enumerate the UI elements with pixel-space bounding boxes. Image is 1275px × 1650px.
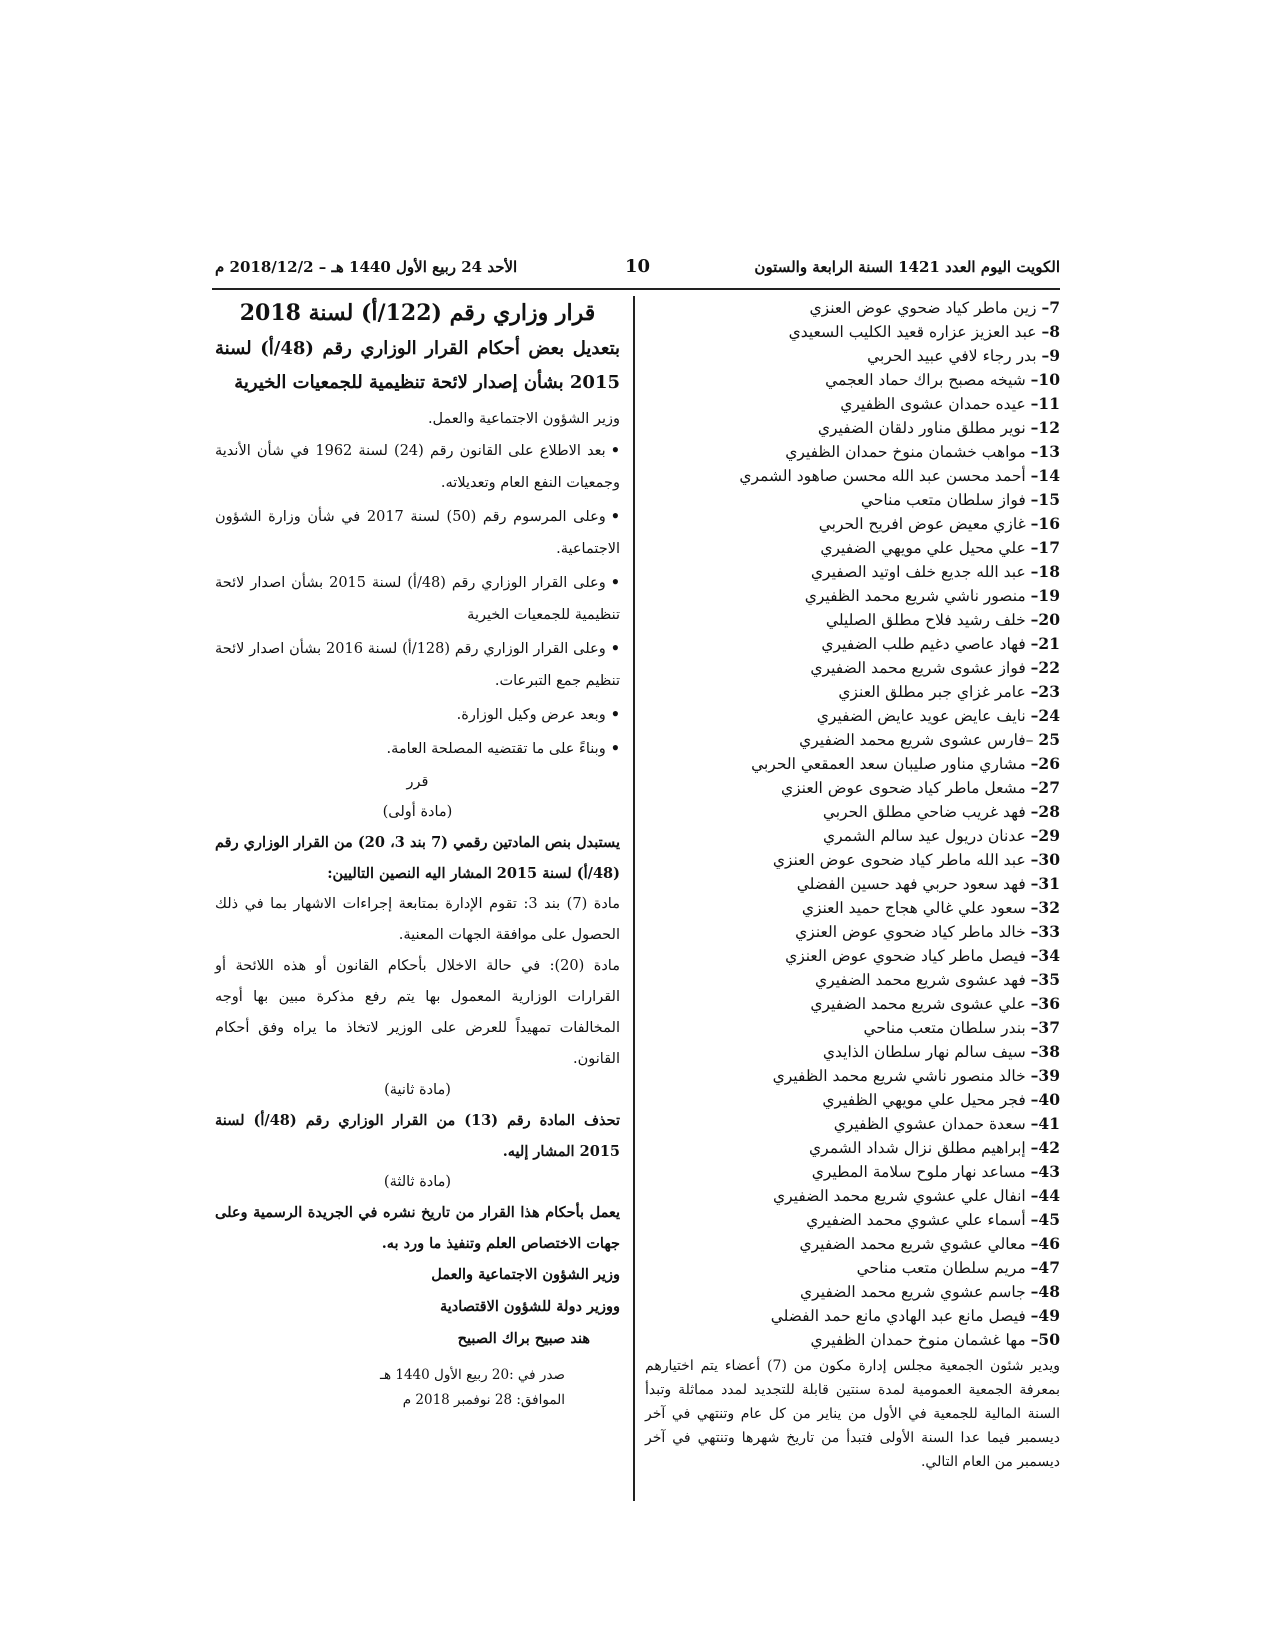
member-name: فيصل مانع عبد الهادي مانع حمد الفضلي xyxy=(770,1307,1026,1325)
member-name: فواز سلطان متعب مناحي xyxy=(860,491,1026,509)
member-number: 50– xyxy=(1030,1330,1060,1349)
member-name: أسماء علي عشوي محمد الضفيري xyxy=(806,1211,1026,1229)
member-number: 17– xyxy=(1030,538,1060,557)
member-name: مساعد نهار ملوح سلامة المطيري xyxy=(811,1163,1026,1181)
member-item xyxy=(645,584,1060,608)
member-item xyxy=(645,1136,1060,1160)
member-number: 15– xyxy=(1030,490,1060,509)
member-name: أحمد محسن عبد الله محسن صاهود الشمري xyxy=(739,467,1026,485)
member-item xyxy=(645,1232,1060,1256)
member-item xyxy=(645,1184,1060,1208)
article1-heading: (مادة أولى) xyxy=(382,804,453,820)
member-item xyxy=(645,992,1060,1016)
member-name: عامر غزاي جبر مطلق العنزي xyxy=(838,683,1026,701)
member-name: بدر رجاء لافي عبيد الحربي xyxy=(867,347,1037,365)
article1-clause-b: مادة (20): في حالة الاخلال بأحكام القانون أو هذه اللائحة أو القرارات الوزارية المعمول بها يتم رفع مذكرة مبين بها أوجه المخالفات تمهيداً للعرض على الوزير لاتخاذ ما يراه وفق أحكام القانون. xyxy=(215,958,620,1067)
member-item xyxy=(645,416,1060,440)
signature-title-2: ووزير دولة للشؤون الاقتصادية xyxy=(440,1298,620,1315)
member-name: فيصل ماطر كياد ضحوي عوض العنزي xyxy=(785,947,1026,965)
member-item xyxy=(645,728,1060,752)
member-number: 39– xyxy=(1030,1066,1060,1085)
member-number: 25 xyxy=(1038,730,1060,749)
member-number: 33– xyxy=(1030,922,1060,941)
member-name: زين ماطر كياد ضحوي عوض العنزي xyxy=(809,299,1037,317)
member-number: 23– xyxy=(1030,682,1060,701)
preamble-item: •بعد الاطلاع على القانون رقم (24) لسنة 1962 في شأن الأندية وجمعيات النفع العام وتعديلاته. xyxy=(215,442,620,491)
decided-heading: قرر xyxy=(406,774,429,790)
article1-clause-a: مادة (7) بند 3: تقوم الإدارة بمتابعة إجراءات الاشهار بما في ذلك الحصول على موافقة الجهات المعنية. xyxy=(215,896,620,943)
header-issue: الكويت اليوم العدد 1421 السنة الرابعة والستون xyxy=(754,258,1060,276)
member-name: مشاري مناور صليبان سعد العمقعي الحربي xyxy=(751,755,1026,773)
member-number: 38– xyxy=(1030,1042,1060,1061)
member-item xyxy=(645,776,1060,800)
corresponding-date: الموافق: 28 نوفمبر 2018 م xyxy=(402,1392,565,1408)
member-item xyxy=(645,680,1060,704)
member-name: فهد عشوى شريع محمد الضفيري xyxy=(814,971,1026,989)
minister-line: وزير الشؤون الاجتماعية والعمل. xyxy=(427,411,620,427)
page-header xyxy=(215,258,1060,284)
bullet-icon: • xyxy=(610,442,620,459)
members-list xyxy=(645,296,1060,1352)
preamble-item: •وبناءً على ما تقتضيه المصلحة العامة. xyxy=(386,740,620,757)
member-item xyxy=(645,1016,1060,1040)
member-item xyxy=(645,464,1060,488)
member-item xyxy=(645,632,1060,656)
member-item xyxy=(645,1208,1060,1232)
page-number: 10 xyxy=(625,256,651,277)
board-paragraph: ويدير شئون الجمعية مجلس إدارة مكون من (7) أعضاء يتم اختيارهم بمعرفة الجمعية العمومية لمدة سنتين قابلة للتجديد لمدد مماثلة وتبدأ السنة المالية للجمعية في الأول من يناير من كل عام وتنتهي في آخر ديسمبر فيما عدا السنة الأولى فتبدأ من تاريخ شهرها وتنتهي في آخر ديسمبر من العام التالي. xyxy=(645,1358,1060,1470)
member-name: عيده حمدان عشوى الظفيري xyxy=(840,395,1026,413)
member-name: –فارس عشوى شريع محمد الضفيري xyxy=(799,731,1034,749)
member-name: مواهب خشمان منوخ حمدان الظفيري xyxy=(785,443,1026,461)
member-item xyxy=(645,1328,1060,1352)
member-number: 13– xyxy=(1030,442,1060,461)
member-number: 34– xyxy=(1030,946,1060,965)
member-number: 16– xyxy=(1030,514,1060,533)
member-number: 27– xyxy=(1030,778,1060,797)
member-number: 21– xyxy=(1030,634,1060,653)
member-item xyxy=(645,440,1060,464)
member-name: معالي عشوي شريع محمد الضفيري xyxy=(799,1235,1026,1253)
member-item xyxy=(645,1304,1060,1328)
member-item xyxy=(645,608,1060,632)
decision-column xyxy=(215,300,620,1413)
member-name: فهد غريب ضاحي مطلق الحربي xyxy=(822,803,1026,821)
member-item xyxy=(645,968,1060,992)
member-name: منصور ناشي شريع محمد الظفيري xyxy=(804,587,1026,605)
member-number: 26– xyxy=(1030,754,1060,773)
article1-text: يستبدل بنص المادتين رقمي (7 بند 3، 20) من القرار الوزاري رقم (48/أ) لسنة 2015 المشار اليه النصين التاليين: xyxy=(215,834,621,882)
member-name: عدنان دريول عيد سالم الشمري xyxy=(822,827,1026,845)
member-name: عبد العزيز عزاره قعيد الكليب السعيدي xyxy=(788,323,1037,341)
signatory-name: هند صبيح براك الصبيح xyxy=(457,1330,590,1347)
member-name: غازي معيض عوض افريح الحربي xyxy=(818,515,1026,533)
member-number: 12– xyxy=(1030,418,1060,437)
member-number: 19– xyxy=(1030,586,1060,605)
member-name: سيف سالم نهار سلطان الذايدي xyxy=(822,1043,1026,1061)
member-name: خلف رشيد فلاح مطلق الصليلي xyxy=(825,611,1026,629)
member-item xyxy=(645,848,1060,872)
member-name: نايف عايض عويد عايض الضفيري xyxy=(816,707,1026,725)
member-number: 29– xyxy=(1030,826,1060,845)
member-item xyxy=(645,392,1060,416)
member-item xyxy=(645,1064,1060,1088)
member-number: 14– xyxy=(1030,466,1060,485)
decision-subtitle: بتعديل بعض أحكام القرار الوزاري رقم (48/أ) لسنة 2015 بشأن إصدار لائحة تنظيمية للجمعيات الخيرية xyxy=(215,338,621,393)
member-name: علي محيل علي مويهي الضفيري xyxy=(820,539,1026,557)
member-item xyxy=(645,1088,1060,1112)
member-number: 46– xyxy=(1030,1234,1060,1253)
member-number: 30– xyxy=(1030,850,1060,869)
member-number: 42– xyxy=(1030,1138,1060,1157)
article2-text: تحذف المادة رقم (13) من القرار الوزاري رقم (48/أ) لسنة 2015 المشار إليه. xyxy=(215,1112,620,1160)
preamble-item: •وعلى القرار الوزاري رقم (48/أ) لسنة 2015 بشأن اصدار لائحة تنظيمية للجمعيات الخيرية xyxy=(215,574,620,623)
member-item xyxy=(645,1040,1060,1064)
member-number: 41– xyxy=(1030,1114,1060,1133)
member-number: 7– xyxy=(1041,298,1060,317)
member-name: فواز عشوى شريع محمد الضفيري xyxy=(810,659,1026,677)
preamble-item: •وعلى المرسوم رقم (50) لسنة 2017 في شأن وزارة الشؤون الاجتماعية. xyxy=(215,508,621,557)
member-item xyxy=(645,512,1060,536)
bullet-icon: • xyxy=(610,706,620,723)
member-name: خالد ماطر كياد ضحوي عوض العنزي xyxy=(795,923,1026,941)
member-name: شيخه مصبح براك حماد العجمي xyxy=(825,371,1026,389)
member-number: 9– xyxy=(1041,346,1060,365)
article2-heading: (مادة ثانية) xyxy=(384,1082,451,1098)
member-name: خالد منصور ناشي شريع محمد الظفيري xyxy=(772,1067,1026,1085)
preamble-list xyxy=(215,435,620,765)
member-number: 11– xyxy=(1030,394,1060,413)
issue-dates xyxy=(215,1363,565,1413)
member-name: مها غشمان منوخ حمدان الظفيري xyxy=(810,1331,1026,1349)
member-number: 22– xyxy=(1030,658,1060,677)
member-item xyxy=(645,800,1060,824)
member-item xyxy=(645,944,1060,968)
member-name: عبد الله ماطر كياد ضحوى عوض العنزي xyxy=(772,851,1026,869)
member-name: مريم سلطان متعب مناحي xyxy=(856,1259,1026,1277)
member-item xyxy=(645,1160,1060,1184)
member-number: 40– xyxy=(1030,1090,1060,1109)
member-number: 10– xyxy=(1030,370,1060,389)
member-number: 48– xyxy=(1030,1282,1060,1301)
member-number: 31– xyxy=(1030,874,1060,893)
bullet-icon: • xyxy=(610,508,621,525)
header-date: الأحد 24 ربيع الأول 1440 هـ – 2018/12/2 م xyxy=(215,258,518,276)
member-number: 32– xyxy=(1030,898,1060,917)
bullet-icon: • xyxy=(610,640,620,657)
member-name: إبراهيم مطلق نزال شداد الشمري xyxy=(809,1139,1026,1157)
member-number: 43– xyxy=(1030,1162,1060,1181)
member-item xyxy=(645,1280,1060,1304)
member-name: جاسم عشوي شريع محمد الضفيري xyxy=(800,1283,1026,1301)
column-divider xyxy=(633,296,635,1501)
member-number: 37– xyxy=(1030,1018,1060,1037)
member-name: سعود علي غالي هجاج حميد العنزي xyxy=(801,899,1026,917)
member-name: نوير مطلق مناور دلقان الضفيري xyxy=(817,419,1026,437)
member-item xyxy=(645,320,1060,344)
preamble-item: •وعلى القرار الوزاري رقم (128/أ) لسنة 2016 بشأن اصدار لائحة تنظيم جمع التبرعات. xyxy=(215,640,620,689)
decision-title: قرار وزاري رقم (122/أ) لسنة 2018 xyxy=(239,300,596,326)
member-number: 35– xyxy=(1030,970,1060,989)
article3-heading: (مادة ثالثة) xyxy=(383,1174,452,1190)
member-name: فجر محيل علي مويهي الظفيري xyxy=(822,1091,1026,1109)
member-number: 44– xyxy=(1030,1186,1060,1205)
member-number: 45– xyxy=(1030,1210,1060,1229)
member-number: 49– xyxy=(1030,1306,1060,1325)
member-item xyxy=(645,896,1060,920)
member-number: 28– xyxy=(1030,802,1060,821)
member-item xyxy=(645,296,1060,320)
member-number: 8– xyxy=(1041,322,1060,341)
member-item xyxy=(645,344,1060,368)
member-item xyxy=(645,824,1060,848)
member-item xyxy=(645,704,1060,728)
bullet-icon: • xyxy=(610,740,620,757)
member-number: 20– xyxy=(1030,610,1060,629)
member-name: بندر سلطان متعب مناحي xyxy=(863,1019,1026,1037)
member-item xyxy=(645,656,1060,680)
member-item xyxy=(645,488,1060,512)
member-name: عبد الله جديع خلف اوتيد الصفيري xyxy=(810,563,1026,581)
member-item xyxy=(645,1256,1060,1280)
member-number: 36– xyxy=(1030,994,1060,1013)
header-rule xyxy=(212,288,1060,290)
member-item xyxy=(645,920,1060,944)
member-number: 47– xyxy=(1030,1258,1060,1277)
member-item xyxy=(645,560,1060,584)
member-name: فهاد عاصي دغيم طلب الضفيري xyxy=(821,635,1026,653)
member-item xyxy=(645,872,1060,896)
member-item xyxy=(645,368,1060,392)
member-item xyxy=(645,1112,1060,1136)
article3-text: يعمل بأحكام هذا القرار من تاريخ نشره في الجريدة الرسمية وعلى جهات الاختصاص العلم وتنفيذ ما ورد به. xyxy=(215,1204,620,1252)
signature-title-1: وزير الشؤون الاجتماعية والعمل xyxy=(431,1266,620,1283)
member-number: 24– xyxy=(1030,706,1060,725)
member-name: سعدة حمدان عشوي الظفيري xyxy=(833,1115,1026,1133)
member-name: فهد سعود حربي فهد حسين الفضلي xyxy=(796,875,1026,893)
bullet-icon: • xyxy=(610,574,620,591)
issued-date: صدر في :20 ربيع الأول 1440 هـ xyxy=(379,1367,565,1383)
member-item xyxy=(645,536,1060,560)
member-name: علي عشوى شريع محمد الضفيري xyxy=(810,995,1026,1013)
member-name: انفال علي عشوي شريع محمد الضفيري xyxy=(772,1187,1026,1205)
member-name: مشعل ماطر كياد ضحوى عوض العنزي xyxy=(780,779,1026,797)
preamble-item: •وبعد عرض وكيل الوزارة. xyxy=(456,706,620,723)
members-column xyxy=(645,296,1060,1474)
member-number: 18– xyxy=(1030,562,1060,581)
member-item xyxy=(645,752,1060,776)
